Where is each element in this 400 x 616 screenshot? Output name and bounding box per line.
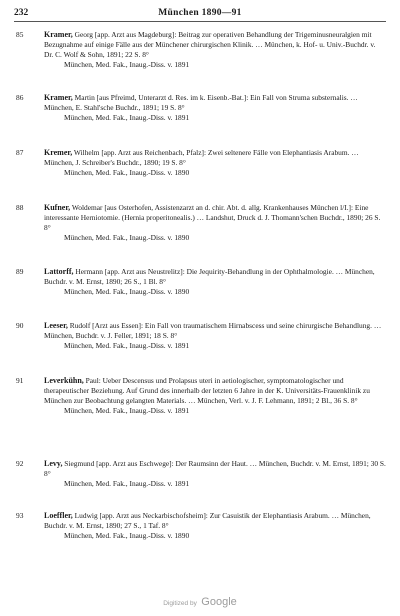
entry-87 [16, 148, 386, 178]
watermark-prefix: Digitized by [163, 600, 197, 607]
entry-text: Hermann [app. Arzt aus Neustrelitz]: Die Jequirity-Behandlung in der Ophthalmologie. … München, Buchdr. v. M. Ernst, 1890; 26 S., 1 Bl. 8° [44, 267, 375, 286]
dissertation-note: München, Med. Fak., Inaug.-Diss. v. 1891 [64, 60, 190, 69]
author-name: Levy, [44, 459, 63, 468]
digitized-watermark [0, 592, 400, 610]
dissertation-note: München, Med. Fak., Inaug.-Diss. v. 1890 [64, 531, 190, 540]
entry-text: Martin [aus Pfreimd, Unterarzt d. Res. im k. Eisenb.-Bat.]: Ein Fall von Struma substernalis. … München, E. Stahl'sche Buchdr., 1891; 19 S. 8° [44, 93, 358, 112]
author-name: Kramer, [44, 30, 73, 39]
entry-text: Georg [app. Arzt aus Magdeburg]: Beitrag zur operativen Behandlung der Trigeminusneuralgien mit Bezugnahme auf einige Fälle aus der Münchener chirurgischen Klinik. … München, k. Hof- u. Univ.-Buchdr. v. Dr. C. Wolf & Sohn, 1891; 22 S. 8° [44, 30, 376, 59]
entry-number: 86 [16, 93, 24, 102]
entry-number: 88 [16, 203, 24, 212]
entry-number: 93 [16, 511, 24, 520]
entry-91 [16, 376, 386, 416]
header-rule [14, 21, 386, 22]
entry-89 [16, 267, 386, 297]
dissertation-note: München, Med. Fak., Inaug.-Diss. v. 1891 [64, 113, 190, 122]
entry-92 [16, 459, 386, 489]
author-name: Lattorff, [44, 267, 74, 276]
author-name: Leverkühn, [44, 376, 84, 385]
entry-number: 91 [16, 376, 24, 385]
entry-number: 89 [16, 267, 24, 276]
entry-text: Woldemar [aus Osterhofen, Assistenzarzt an d. chir. Abt. d. allg. Krankenhauses München l/I.]: Eine interessante Herniotomie. (Hernia properitonealis.) … Landshut, Druck d. J. Thomann'schen Buchdr., 1890; 26 S. 8° [44, 203, 381, 232]
entry-text: Paul: Ueber Descensus und Prolapsus uteri in aetiologischer, symptomatologischer und therapeutischer Beziehung. Auf Grund des innerhalb der letzten 6 Jahre in der K. Universitäts-Frauenklinik zu München zur Beobachtung gelangten Materials. … München, Verl. v. J. F. Lehmann, 1891; 2 Bl., 36 S. 8° [44, 376, 370, 405]
entry-93 [16, 511, 386, 541]
page-number: 232 [14, 8, 29, 18]
entry-text: Siegmund [app. Arzt aus Eschwege]: Der Raumsinn der Haut. … München, Buchdr. v. M. Ernst, 1891; 30 S. 8° [44, 459, 386, 478]
entry-text: Wilhelm [app. Arzt aus Reichenbach, Pfalz]: Zwei seltenere Fälle von Elephantiasis Arabum. … München, J. Schreiber's Buchdr., 1890; 19 S. 8° [44, 148, 359, 167]
entry-90 [16, 321, 386, 351]
author-name: Kramer, [44, 93, 73, 102]
dissertation-note: München, Med. Fak., Inaug.-Diss. v. 1891 [64, 479, 190, 488]
entry-number: 85 [16, 30, 24, 39]
google-logo: Google [201, 596, 237, 608]
entry-text: Rudolf [Arzt aus Essen]: Ein Fall von traumatischem Hirnabscess und seine chirurgische Behandlung. … München, Buchdr. v. J. Feller, 1891; 18 S. 8° [44, 321, 382, 340]
author-name: Kufner, [44, 203, 71, 212]
dissertation-note: München, Med. Fak., Inaug.-Diss. v. 1890 [64, 287, 190, 296]
dissertation-note: München, Med. Fak., Inaug.-Diss. v. 1890 [64, 233, 190, 242]
dissertation-note: München, Med. Fak., Inaug.-Diss. v. 1891 [64, 406, 190, 415]
running-title: München 1890—91 [158, 8, 242, 18]
entry-number: 90 [16, 321, 24, 330]
dissertation-note: München, Med. Fak., Inaug.-Diss. v. 1890 [64, 168, 190, 177]
entry-88 [16, 203, 386, 243]
entry-number: 92 [16, 459, 24, 468]
entry-85 [16, 30, 386, 70]
author-name: Loeffler, [44, 511, 73, 520]
entry-86 [16, 93, 386, 123]
author-name: Kremer, [44, 148, 73, 157]
dissertation-note: München, Med. Fak., Inaug.-Diss. v. 1891 [64, 341, 190, 350]
entry-text: Ludwig [app. Arzt aus Neckarbischofsheim]: Zur Casuistik der Elephantiasis Arabum. … München, Buchdr. v. M. Ernst, 1890; 27 S., 1 Taf. 8° [44, 511, 371, 530]
page-header [14, 8, 386, 20]
entry-number: 87 [16, 148, 24, 157]
author-name: Leeser, [44, 321, 68, 330]
